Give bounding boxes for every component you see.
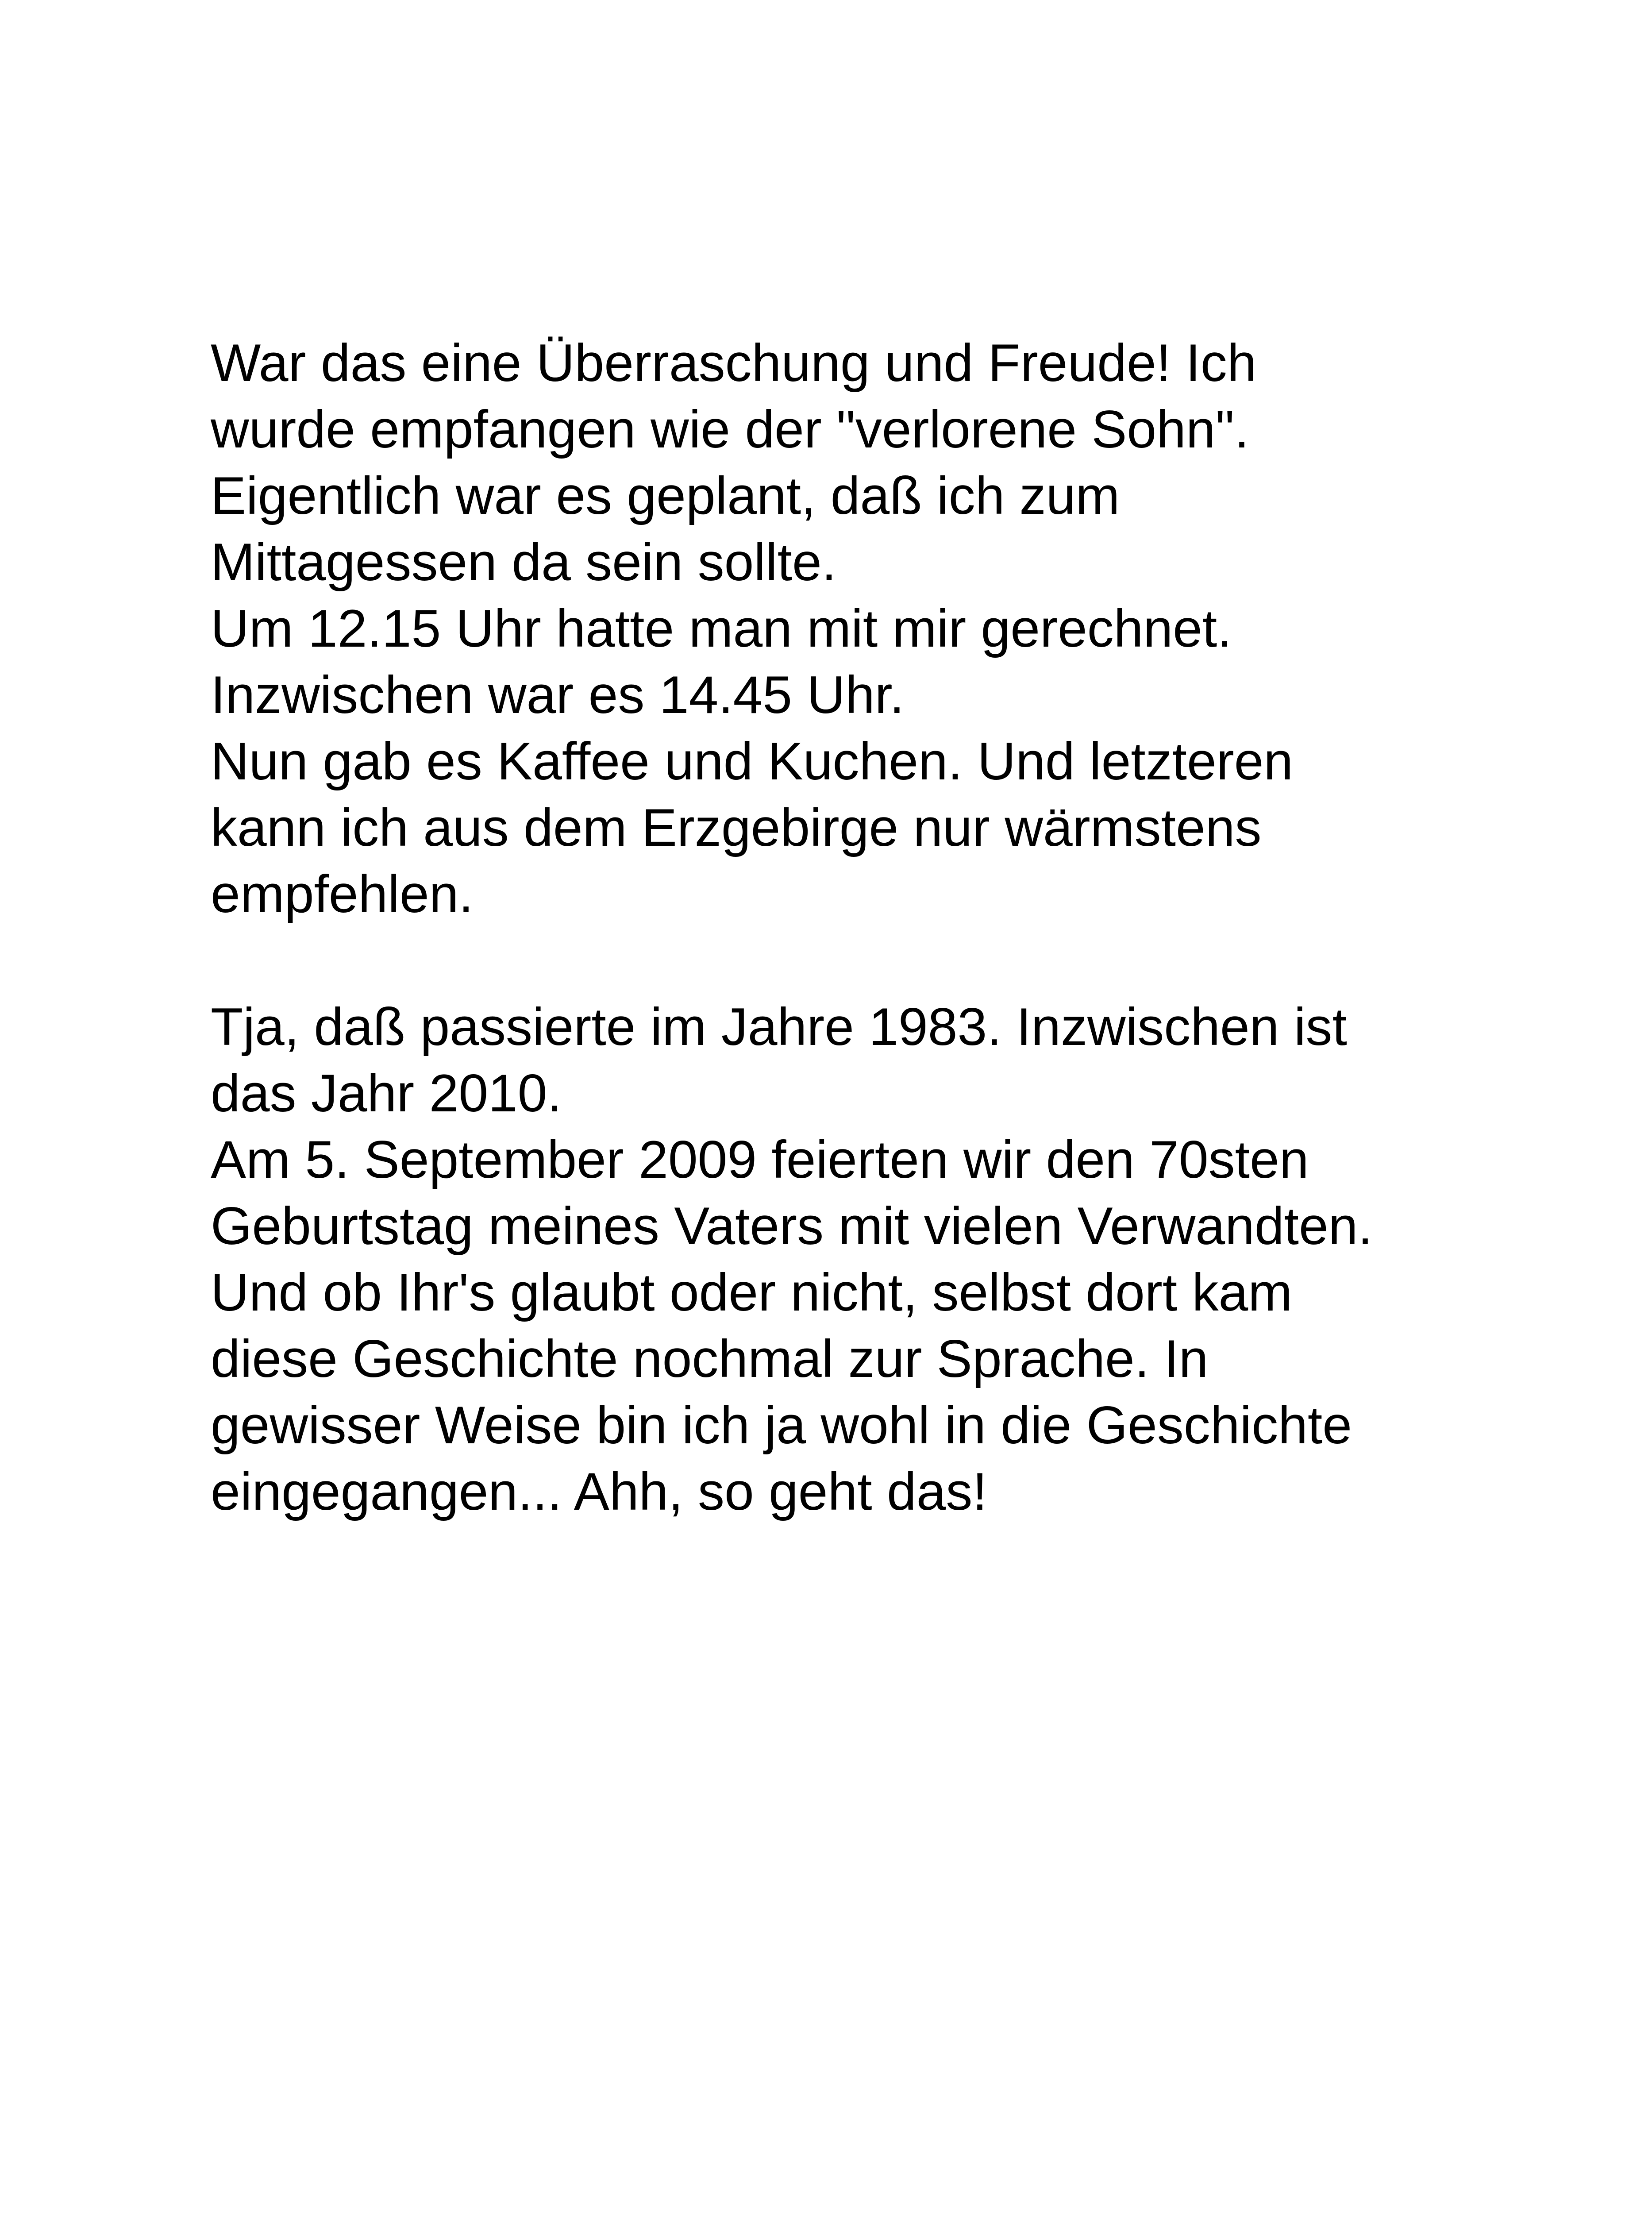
- text-line: War das eine Überraschung und Freude! Ich: [211, 333, 1257, 393]
- text-line: Am 5. September 2009 feierten wir den 70sten: [211, 1130, 1309, 1189]
- paragraph-spacer: [211, 927, 1583, 994]
- body-text: [211, 330, 1583, 1525]
- text-line: empfehlen.: [211, 864, 474, 924]
- text-line: diese Geschichte nochmal zur Sprache. In: [211, 1329, 1209, 1388]
- text-line: wurde empfangen wie der "verlorene Sohn".: [211, 400, 1249, 459]
- text-line: eingegangen... Ahh, so geht das!: [211, 1462, 987, 1521]
- text-line: Geburtstag meines Vaters mit vielen Verwandten.: [211, 1196, 1373, 1256]
- text-line: Und ob Ihr's glaubt oder nicht, selbst dort kam: [211, 1263, 1293, 1322]
- text-line: Mittagessen da sein sollte.: [211, 532, 837, 592]
- paragraph-1: [211, 330, 1583, 927]
- text-line: gewisser Weise bin ich ja wohl in die Geschichte: [211, 1396, 1352, 1455]
- paragraph-2: [211, 994, 1583, 1525]
- text-line: Eigentlich war es geplant, daß ich zum: [211, 466, 1120, 525]
- text-line: das Jahr 2010.: [211, 1064, 562, 1123]
- text-line: Nun gab es Kaffee und Kuchen. Und letzteren: [211, 732, 1294, 791]
- text-line: Inzwischen war es 14.45 Uhr.: [211, 665, 905, 725]
- text-line: Tja, daß passierte im Jahre 1983. Inzwischen ist: [211, 997, 1347, 1056]
- text-line: kann ich aus dem Erzgebirge nur wärmstens: [211, 798, 1262, 857]
- text-line: Um 12.15 Uhr hatte man mit mir gerechnet.: [211, 599, 1232, 658]
